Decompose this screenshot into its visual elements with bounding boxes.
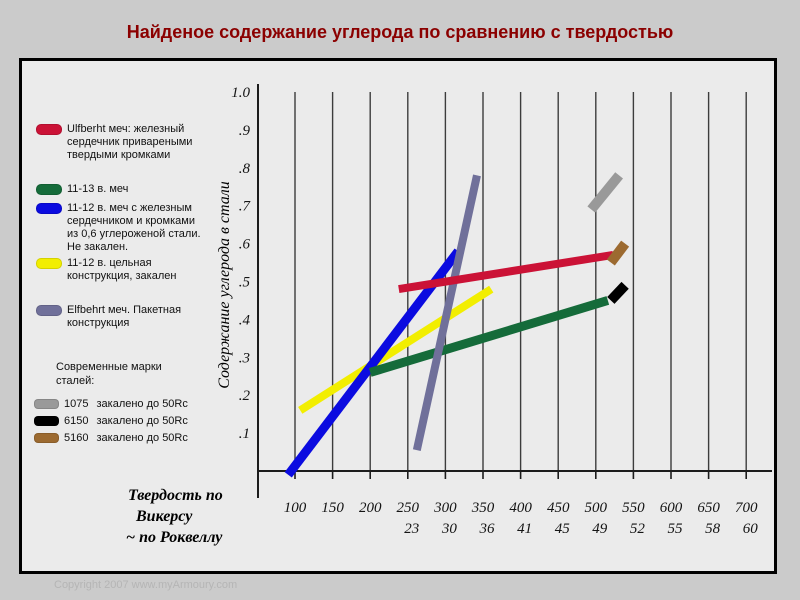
x-axis-title-line: Викерсу: [136, 508, 193, 525]
x-tick-label-vickers: 350: [471, 500, 495, 516]
x-tick-label-vickers: 400: [509, 500, 532, 516]
series-line-black: [611, 285, 625, 300]
modern-steel-item: [34, 398, 234, 411]
x-tick-label-rockwell: 49: [592, 521, 608, 537]
y-tick-label: .6: [238, 236, 250, 253]
legend-item: [36, 183, 231, 196]
legend-swatch-green: [36, 184, 62, 195]
legend-modern-items: [34, 398, 234, 445]
x-tick-label-rockwell: 41: [517, 521, 533, 537]
y-tick-label: .9: [238, 122, 250, 139]
legend-swatch-brown: [34, 433, 59, 443]
x-tick-label-rockwell: 55: [667, 521, 683, 537]
x-tick-label-vickers: 550: [622, 500, 645, 516]
x-tick-label-rockwell: 58: [705, 521, 721, 537]
legend-label: 11-13 в. меч: [67, 183, 129, 195]
x-tick-label-rockwell: 60: [742, 521, 758, 537]
x-tick-label-vickers: 200: [358, 500, 382, 516]
series-line-green: [370, 300, 608, 372]
series-line-yellow: [300, 289, 491, 410]
legend-label: 11-12 в. меч с железным сердечником и кромками из 0,6 углероженой стали. Не закален.: [67, 202, 201, 253]
steel-desc: закалено до 50Rc: [96, 432, 188, 444]
legend-label: 11-12 в. цельная конструкция, закален: [67, 257, 177, 282]
y-tick-label: 1.0: [231, 85, 250, 101]
modern-steels-header-line: Современные марки: [56, 361, 162, 373]
legend-item: [36, 304, 231, 330]
y-tick-label: .5: [238, 274, 250, 291]
x-tick-label-rockwell: 45: [554, 521, 570, 537]
legend-modern: [34, 360, 234, 445]
legend-swatch-black: [34, 416, 59, 426]
x-tick-label-rockwell: 30: [441, 521, 457, 537]
x-tick-label-vickers: 600: [659, 500, 683, 516]
legend-item: [36, 123, 231, 162]
legend-label: Ulfberht меч: железный сердечник привареными твердыми кромками: [67, 123, 193, 161]
legend-swatch-gray: [34, 399, 59, 409]
modern-steels-header-line: сталей:: [56, 375, 95, 387]
x-tick-label-rockwell: 36: [479, 521, 495, 537]
y-tick-label: .2: [238, 388, 250, 405]
steel-desc: закалено до 50Rc: [96, 398, 188, 410]
steel-grade: 5160: [64, 432, 89, 444]
steel-desc: закалено до 50Rc: [96, 415, 188, 427]
x-axis-title-line: Твердость по: [128, 487, 223, 504]
y-axis-title: Содержание углерода в стали: [216, 181, 233, 389]
steel-grade: 6150: [64, 415, 89, 427]
y-tick-label: .4: [238, 312, 250, 329]
x-tick-label-vickers: 100: [283, 500, 307, 516]
legend-swatch-blue: [36, 203, 62, 214]
y-tick-label: .7: [238, 198, 250, 215]
x-tick-label-vickers: 650: [697, 500, 720, 516]
series-line-slate: [417, 175, 477, 450]
y-tick-label: .8: [238, 160, 250, 177]
x-tick-label-vickers: 450: [546, 500, 570, 516]
legend-swatch-slate: [36, 305, 62, 316]
x-tick-label-vickers: 700: [734, 500, 758, 516]
x-tick-label-rockwell: 52: [629, 521, 645, 537]
x-tick-label-vickers: 150: [321, 500, 344, 516]
x-tick-label-vickers: 500: [584, 500, 608, 516]
legend-item: [36, 257, 231, 283]
y-tick-label: .1: [238, 426, 250, 443]
legend-swatch-yellow: [36, 258, 62, 269]
page-title: Найденое содержание углерода по сравнению с твердостью: [126, 22, 674, 42]
x-axis-title-line: ~ по Роквеллу: [126, 529, 223, 546]
legend-swatch-red: [36, 124, 62, 135]
steel-grade: 1075: [64, 398, 89, 410]
series-line-brown: [611, 244, 625, 263]
series-line-red: [399, 255, 613, 289]
legend-swords: [36, 123, 231, 330]
legend-item: [36, 202, 231, 254]
y-tick-label: .3: [238, 350, 250, 367]
x-tick-label-vickers: 300: [434, 500, 457, 516]
modern-steel-item: [34, 415, 234, 428]
modern-steels-header: [56, 360, 234, 388]
copyright-text: Copyright 2007 www.myArmoury.com: [54, 579, 238, 591]
x-tick-label-rockwell: 23: [404, 521, 420, 537]
legend-label: Elfbehrt меч. Пакетная конструкция: [67, 304, 182, 329]
x-tick-label-vickers: 250: [396, 500, 420, 516]
modern-steel-item: [34, 432, 234, 445]
